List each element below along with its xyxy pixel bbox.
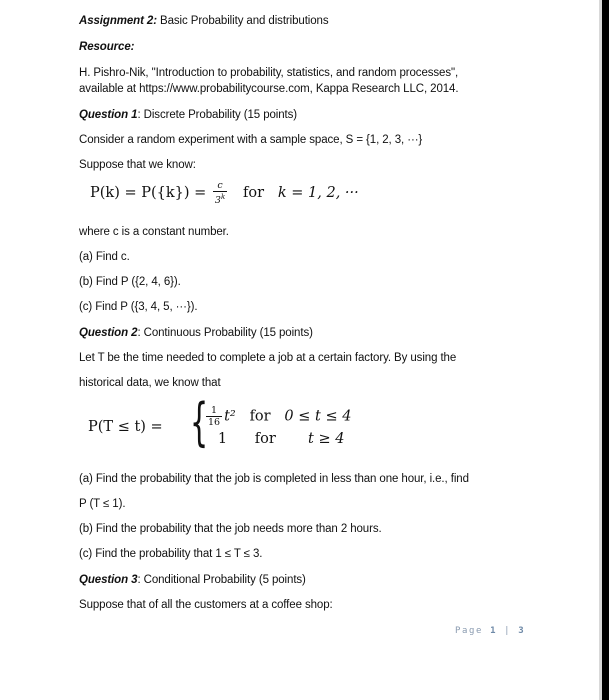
pmf-for: for (243, 185, 265, 202)
question-1-part-c: (c) Find P ({3, 4, 5, ···}). (79, 301, 198, 313)
question-2-part-c: (c) Find the probability that 1 ≤ T ≤ 3. (79, 548, 263, 560)
question-1-intro: Consider a random experiment with a sample space, S = {1, 2, 3, ···} (79, 134, 423, 146)
question-3-heading: Question 3: Conditional Probability (5 points) (79, 574, 306, 586)
question-2-part-a-line-2: P (T ≤ 1). (79, 498, 126, 510)
assignment-title: Assignment 2: Basic Probability and distributions (79, 15, 329, 27)
question-1-heading: Question 1: Discrete Probability (15 points) (79, 109, 298, 121)
cdf-brace: { (190, 393, 209, 453)
question-2-heading: Question 2: Continuous Probability (15 points) (79, 327, 313, 339)
pmf-fraction (213, 180, 227, 206)
page-number: Page 1 | 3 (455, 626, 526, 636)
pmf-numerator: c (213, 180, 227, 192)
resource-line-2: available at https://www.probabilitycourse.com, Kappa Research LLC, 2014. (79, 83, 459, 95)
cdf-case-1-fraction: $\frac{1}{16}$ (208, 405, 221, 428)
cdf-lhs: P(T ≤ t) = (88, 419, 163, 435)
cdf-cases (204, 405, 351, 450)
pmf-equation (90, 180, 359, 208)
pmf-denominator: 3$^k$ (214, 193, 226, 207)
cdf-case-1: $\frac{1}{16}$ t² for 0 ≤ t ≤ 4 (208, 405, 352, 428)
question-2-part-a-line-1: (a) Find the probability that the job is completed in less than one hour, i.e., find (79, 473, 469, 485)
question-2-part-b: (b) Find the probability that the job needs more than 2 hours. (79, 523, 382, 535)
pmf-range: k = 1, 2, ··· (277, 185, 359, 202)
question-3-intro: Suppose that of all the customers at a coffee shop: (79, 599, 333, 611)
question-2-intro-2: historical data, we know that (79, 377, 221, 389)
question-1-suppose: Suppose that we know: (79, 159, 196, 171)
pmf-lhs: P(k) = P({k}) = (90, 185, 207, 202)
question-1-part-a: (a) Find c. (79, 251, 130, 263)
resource-line-1: H. Pishro-Nik, "Introduction to probability, statistics, and random processes", (79, 67, 459, 79)
question-1-part-b: (b) Find P ({2, 4, 6}). (79, 276, 181, 288)
question-2-intro-1: Let T be the time needed to complete a job at a certain factory. By using the (79, 352, 457, 364)
cdf-case-2: 1 for t ≥ 4 (217, 431, 345, 447)
resource-heading: Resource: (79, 41, 135, 53)
question-1-where: where c is a constant number. (79, 226, 229, 238)
